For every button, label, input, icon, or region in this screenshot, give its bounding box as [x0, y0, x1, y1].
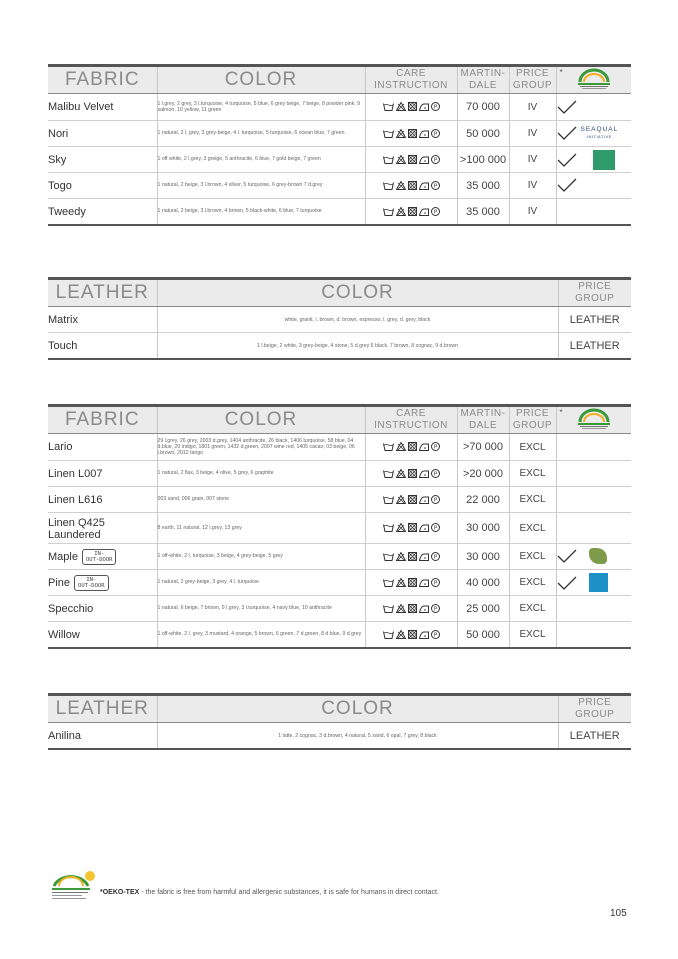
header-martindale: MARTIN-DALE	[457, 66, 509, 94]
martindale-value: 35 000	[457, 173, 509, 199]
no-tumble-dry-icon	[408, 469, 417, 478]
color-list: 1 latte, 2 cognac, 3 d.brown, 4 natural, 5 sand, 6 opal, 7 grey, 8 black	[157, 723, 558, 750]
dry-clean-icon	[431, 630, 440, 639]
header-color: COLOR	[157, 695, 558, 723]
oeko-tex-status	[556, 544, 631, 570]
oeko-tex-status	[556, 513, 631, 544]
fabric-name	[48, 513, 157, 544]
no-bleach-icon	[396, 630, 406, 639]
inout-top: IN-	[94, 550, 105, 557]
svg-text:P: P	[433, 632, 437, 639]
table-row	[48, 333, 631, 360]
header-fabric: FABRIC	[48, 406, 157, 434]
in-out-door-badge	[74, 575, 109, 591]
asterisk: *	[559, 68, 563, 77]
iron-icon	[419, 495, 429, 504]
svg-text:P: P	[433, 554, 437, 561]
no-tumble-dry-icon	[408, 552, 417, 561]
fabric-name	[48, 461, 157, 487]
price-group-value: IV	[509, 147, 556, 173]
no-tumble-dry-icon	[408, 129, 417, 138]
table-row	[48, 570, 631, 596]
martindale-value: >70 000	[457, 434, 509, 461]
price-group-value: IV	[509, 199, 556, 226]
check-icon	[557, 153, 577, 167]
price-group-value: EXCL	[509, 570, 556, 596]
no-bleach-icon	[396, 102, 406, 111]
price-group-value: EXCL	[509, 544, 556, 570]
price-group-value: IV	[509, 173, 556, 199]
table-row	[48, 513, 631, 544]
leaf-certification-icon	[589, 548, 607, 564]
fabric-name-label: Specchio	[48, 602, 94, 615]
price-group-value: LEATHER	[558, 723, 631, 750]
check-icon	[557, 178, 577, 192]
no-tumble-dry-icon	[408, 604, 417, 613]
oeko-tex-status	[556, 173, 631, 199]
leather-table-1	[48, 277, 631, 360]
header-oeko	[556, 406, 631, 434]
dry-clean-icon	[431, 102, 440, 111]
oeko-tex-status	[556, 434, 631, 461]
dry-clean-icon	[431, 495, 440, 504]
check-icon	[557, 126, 577, 140]
no-tumble-dry-icon	[408, 181, 417, 190]
inout-top: IN-	[86, 576, 97, 583]
inout-bottom: OUT-DOOR	[85, 556, 113, 563]
header-price-group: PRICE GROUP	[509, 66, 556, 94]
color-list: 1 natural, 2 l. grey, 3 grey-beige, 4 l. turquoise, 5 turquoise, 6 ocean blue, 7 green	[157, 121, 365, 147]
svg-text:P: P	[433, 183, 437, 190]
iron-icon	[419, 630, 429, 639]
martindale-value: 30 000	[457, 544, 509, 570]
price-group-value: IV	[509, 94, 556, 121]
care-instructions	[365, 173, 457, 199]
oeko-tex-logo-icon	[574, 408, 614, 432]
no-bleach-icon	[396, 207, 406, 216]
check-icon	[557, 576, 577, 590]
martindale-value: 22 000	[457, 487, 509, 513]
dry-clean-icon	[431, 207, 440, 216]
martindale-value: >20 000	[457, 461, 509, 487]
martindale-value: 70 000	[457, 94, 509, 121]
martindale-value: 30 000	[457, 513, 509, 544]
wash-icon	[383, 181, 394, 190]
color-list: 1 natural, 2 flax, 3 beige, 4 olive, 5 grey, 6 graphite	[157, 461, 365, 487]
dry-clean-icon	[431, 578, 440, 587]
footnote-label: *OEKO-TEX	[100, 889, 140, 896]
table-row	[48, 461, 631, 487]
no-bleach-icon	[396, 181, 406, 190]
price-group-value: LEATHER	[558, 307, 631, 333]
no-bleach-icon	[396, 578, 406, 587]
price-group-value: EXCL	[509, 434, 556, 461]
leather-table-2	[48, 693, 631, 750]
color-list: white, granit, l. brown, d. brown, espresso, l. grey, d. grey, black	[157, 307, 558, 333]
wash-icon	[383, 207, 394, 216]
header-color: COLOR	[157, 279, 558, 307]
color-list: 1 natural, 2 beige, 3 l.brown, 4 silver, 5 turquoise, 6 grey-brown 7 d.grey	[157, 173, 365, 199]
fabric-name	[48, 173, 157, 199]
svg-text:P: P	[433, 606, 437, 613]
table-row	[48, 487, 631, 513]
iron-icon	[419, 442, 429, 451]
svg-text:P: P	[433, 157, 437, 164]
no-bleach-icon	[396, 469, 406, 478]
footnote	[100, 889, 439, 896]
page-number: 105	[610, 908, 627, 919]
no-tumble-dry-icon	[408, 578, 417, 587]
no-bleach-icon	[396, 495, 406, 504]
asterisk: *	[559, 408, 563, 417]
table-row	[48, 307, 631, 333]
no-tumble-dry-icon	[408, 523, 417, 532]
care-instructions	[365, 434, 457, 461]
color-list: 1 natural, 2 beige, 3 l.brown, 4 brown, 5 black-white, 6 blue, 7 turquoise	[157, 199, 365, 226]
no-tumble-dry-icon	[408, 442, 417, 451]
no-tumble-dry-icon	[408, 207, 417, 216]
fabric-name	[48, 94, 157, 121]
no-tumble-dry-icon	[408, 630, 417, 639]
oeko-tex-status	[556, 596, 631, 622]
no-bleach-icon	[396, 604, 406, 613]
wash-icon	[383, 578, 394, 587]
table-row	[48, 147, 631, 173]
no-tumble-dry-icon	[408, 102, 417, 111]
no-bleach-icon	[396, 523, 406, 532]
iron-icon	[419, 604, 429, 613]
iron-icon	[419, 469, 429, 478]
care-instructions	[365, 461, 457, 487]
header-price-group: PRICE GROUP	[509, 406, 556, 434]
no-tumble-dry-icon	[408, 155, 417, 164]
care-instructions	[365, 596, 457, 622]
oeko-tex-footer-logo-icon	[48, 868, 98, 902]
svg-text:P: P	[433, 444, 437, 451]
dry-clean-icon	[431, 129, 440, 138]
fabric-name	[48, 147, 157, 173]
leather-name: Touch	[48, 339, 78, 352]
oeko-tex-status	[556, 199, 631, 226]
dry-clean-icon	[431, 181, 440, 190]
fabric-name	[48, 121, 157, 147]
header-care: CARE INSTRUCTION	[365, 66, 457, 94]
svg-text:P: P	[433, 471, 437, 478]
dry-clean-icon	[431, 523, 440, 532]
svg-text:P: P	[433, 104, 437, 111]
price-group-value: EXCL	[509, 513, 556, 544]
certification-badge-icon	[593, 150, 615, 170]
table-row	[48, 199, 631, 226]
header-color: COLOR	[157, 66, 365, 94]
wash-icon	[383, 630, 394, 639]
header-care: CARE INSTRUCTION	[365, 406, 457, 434]
fabric-name	[48, 544, 157, 570]
check-icon	[557, 549, 577, 563]
iron-icon	[419, 207, 429, 216]
dry-clean-icon	[431, 469, 440, 478]
fabric-name-label: Pine	[48, 576, 71, 589]
fabric-name-label: Willow	[48, 628, 80, 641]
martindale-value: 40 000	[457, 570, 509, 596]
header-leather: LEATHER	[48, 279, 157, 307]
iron-icon	[419, 552, 429, 561]
price-group-value: IV	[509, 121, 556, 147]
svg-text:P: P	[433, 497, 437, 504]
wash-icon	[383, 129, 394, 138]
martindale-value: 25 000	[457, 596, 509, 622]
care-instructions	[365, 544, 457, 570]
fabric-name-label: Linen L007	[48, 467, 103, 480]
fabric-name-label: Sky	[48, 153, 67, 166]
oeko-tex-status	[556, 121, 631, 147]
martindale-value: >100 000	[457, 147, 509, 173]
oeko-tex-status	[556, 622, 631, 649]
table-row	[48, 121, 631, 147]
fabric-table-1	[48, 64, 631, 226]
no-bleach-icon	[396, 552, 406, 561]
care-instructions	[365, 513, 457, 544]
fabric-name-label: Linen L616	[48, 493, 103, 506]
fabric-name	[48, 199, 157, 226]
dry-clean-icon	[431, 442, 440, 451]
fabric-name-label: Malibu Velvet	[48, 101, 114, 113]
dry-clean-icon	[431, 552, 440, 561]
care-instructions	[365, 199, 457, 226]
table-row	[48, 544, 631, 570]
color-list: 29 l.grey, 26 grey, 2003 d.grey, 1404 anthracite, 26 black, 1406 turquoise, 58 blue, 04 d.blue, 20 indigo, 1801 green, 1432 d.green, 2007 wine red, 1405 cacao, 03 beige, 06 l.brown, 2012 tango	[157, 434, 365, 461]
inout-bottom: OUT-DOOR	[78, 582, 105, 589]
in-out-door-badge	[82, 549, 117, 565]
fabric-table-2	[48, 404, 631, 649]
wash-icon	[383, 442, 394, 451]
svg-text:P: P	[433, 209, 437, 216]
wash-icon	[383, 155, 394, 164]
color-list: 1 off white, 2 l.grey, 3 greige, 5 anthracite, 6 blue, 7 gold beige, 7 green	[157, 147, 365, 173]
martindale-value: 50 000	[457, 622, 509, 649]
color-list: 1 l.grey, 2 grey, 3 l.turquoise, 4 turquoise, 5 blue, 6 grey beige, 7 beige, 8 powder pink, 9 salmon, 10 yellow, 11 green	[157, 94, 365, 121]
care-instructions	[365, 570, 457, 596]
no-bleach-icon	[396, 155, 406, 164]
martindale-value: 50 000	[457, 121, 509, 147]
oeko-tex-status	[556, 147, 631, 173]
check-icon	[557, 100, 577, 114]
oeko-tex-logo-icon	[574, 68, 614, 92]
fabric-name-label: Maple	[48, 550, 78, 563]
table-row	[48, 622, 631, 649]
price-group-value: EXCL	[509, 487, 556, 513]
seaqual-sub: INITIATIVE	[586, 134, 612, 140]
color-list: 1 l.beige, 2 white, 3 grey-beige, 4 stone, 5 d.grey 6 black, 7 brown, 8 cognac, 9 d.brown	[157, 333, 558, 360]
iron-icon	[419, 181, 429, 190]
no-bleach-icon	[396, 129, 406, 138]
color-list: 003 sand, 006 grain, 007 stone	[157, 487, 365, 513]
iron-icon	[419, 155, 429, 164]
price-group-value: EXCL	[509, 596, 556, 622]
fabric-name-label: Linen Q425 Laundered	[48, 517, 105, 541]
table-row	[48, 723, 631, 750]
fabric-name	[48, 596, 157, 622]
table-row	[48, 596, 631, 622]
no-tumble-dry-icon	[408, 495, 417, 504]
svg-text:P: P	[433, 525, 437, 532]
fabric-name-label: Lario	[48, 441, 73, 453]
care-instructions	[365, 94, 457, 121]
header-oeko	[556, 66, 631, 94]
color-list: 8 earth, 11 natural, 12 l.grey, 13 grey	[157, 513, 365, 544]
wash-icon	[383, 604, 394, 613]
care-instructions	[365, 487, 457, 513]
no-bleach-icon	[396, 442, 406, 451]
dry-clean-icon	[431, 155, 440, 164]
fabric-name-label: Togo	[48, 179, 72, 192]
svg-text:P: P	[433, 580, 437, 587]
header-color: COLOR	[157, 406, 365, 434]
martindale-value: 35 000	[457, 199, 509, 226]
footnote-text: - the fabric is free from harmful and allergenic substances, it is safe for humans in direct contact.	[139, 889, 439, 896]
table-row	[48, 434, 631, 461]
iron-icon	[419, 578, 429, 587]
dry-clean-icon	[431, 604, 440, 613]
fabric-name	[48, 434, 157, 461]
header-price-group: PRICE GROUP	[558, 695, 631, 723]
leather-name: Anilina	[48, 729, 82, 742]
oeko-tex-status	[556, 487, 631, 513]
color-list: 1 off-white, 2 l. turquoise, 3 beige, 4 grey-beige, 5 grey	[157, 544, 365, 570]
header-leather: LEATHER	[48, 695, 157, 723]
wash-icon	[383, 523, 394, 532]
color-list: 1 natural, 2 grey-beige, 3 grey, 4 l. turquoise	[157, 570, 365, 596]
blue-certification-icon	[589, 573, 608, 592]
fabric-name	[48, 570, 157, 596]
wash-icon	[383, 495, 394, 504]
fabric-name-label: Nori	[48, 127, 69, 140]
oeko-tex-status	[556, 94, 631, 121]
price-group-value: LEATHER	[558, 333, 631, 360]
iron-icon	[419, 129, 429, 138]
seaqual-title: SEAQUAL	[580, 126, 619, 134]
care-instructions	[365, 622, 457, 649]
fabric-name	[48, 487, 157, 513]
leather-name: Matrix	[48, 307, 157, 333]
table-row	[48, 94, 631, 121]
wash-icon	[383, 102, 394, 111]
oeko-tex-status	[556, 461, 631, 487]
header-price-group: PRICE GROUP	[558, 279, 631, 307]
iron-icon	[419, 523, 429, 532]
price-group-value: EXCL	[509, 461, 556, 487]
fabric-name	[48, 622, 157, 649]
svg-text:P: P	[433, 131, 437, 138]
wash-icon	[383, 469, 394, 478]
care-instructions	[365, 121, 457, 147]
iron-icon	[419, 102, 429, 111]
oeko-tex-status	[556, 570, 631, 596]
color-list: 1 natural, 6 beige, 7 brown, 9 l.grey, 3 l.turquoise, 4 navy blue, 10 anthracite	[157, 596, 365, 622]
header-martindale: MARTIN-DALE	[457, 406, 509, 434]
wash-icon	[383, 552, 394, 561]
header-fabric: FABRIC	[48, 66, 157, 94]
table-row	[48, 173, 631, 199]
care-instructions	[365, 147, 457, 173]
color-list: 1 off-white, 2 l. grey, 3 mustard, 4 orange, 5 brown, 6 green, 7 d.green, 8 d.blue, 9 d.grey	[157, 622, 365, 649]
price-group-value: EXCL	[509, 622, 556, 649]
seaqual-logo	[581, 126, 619, 140]
fabric-name-label: Tweedy	[48, 205, 86, 218]
